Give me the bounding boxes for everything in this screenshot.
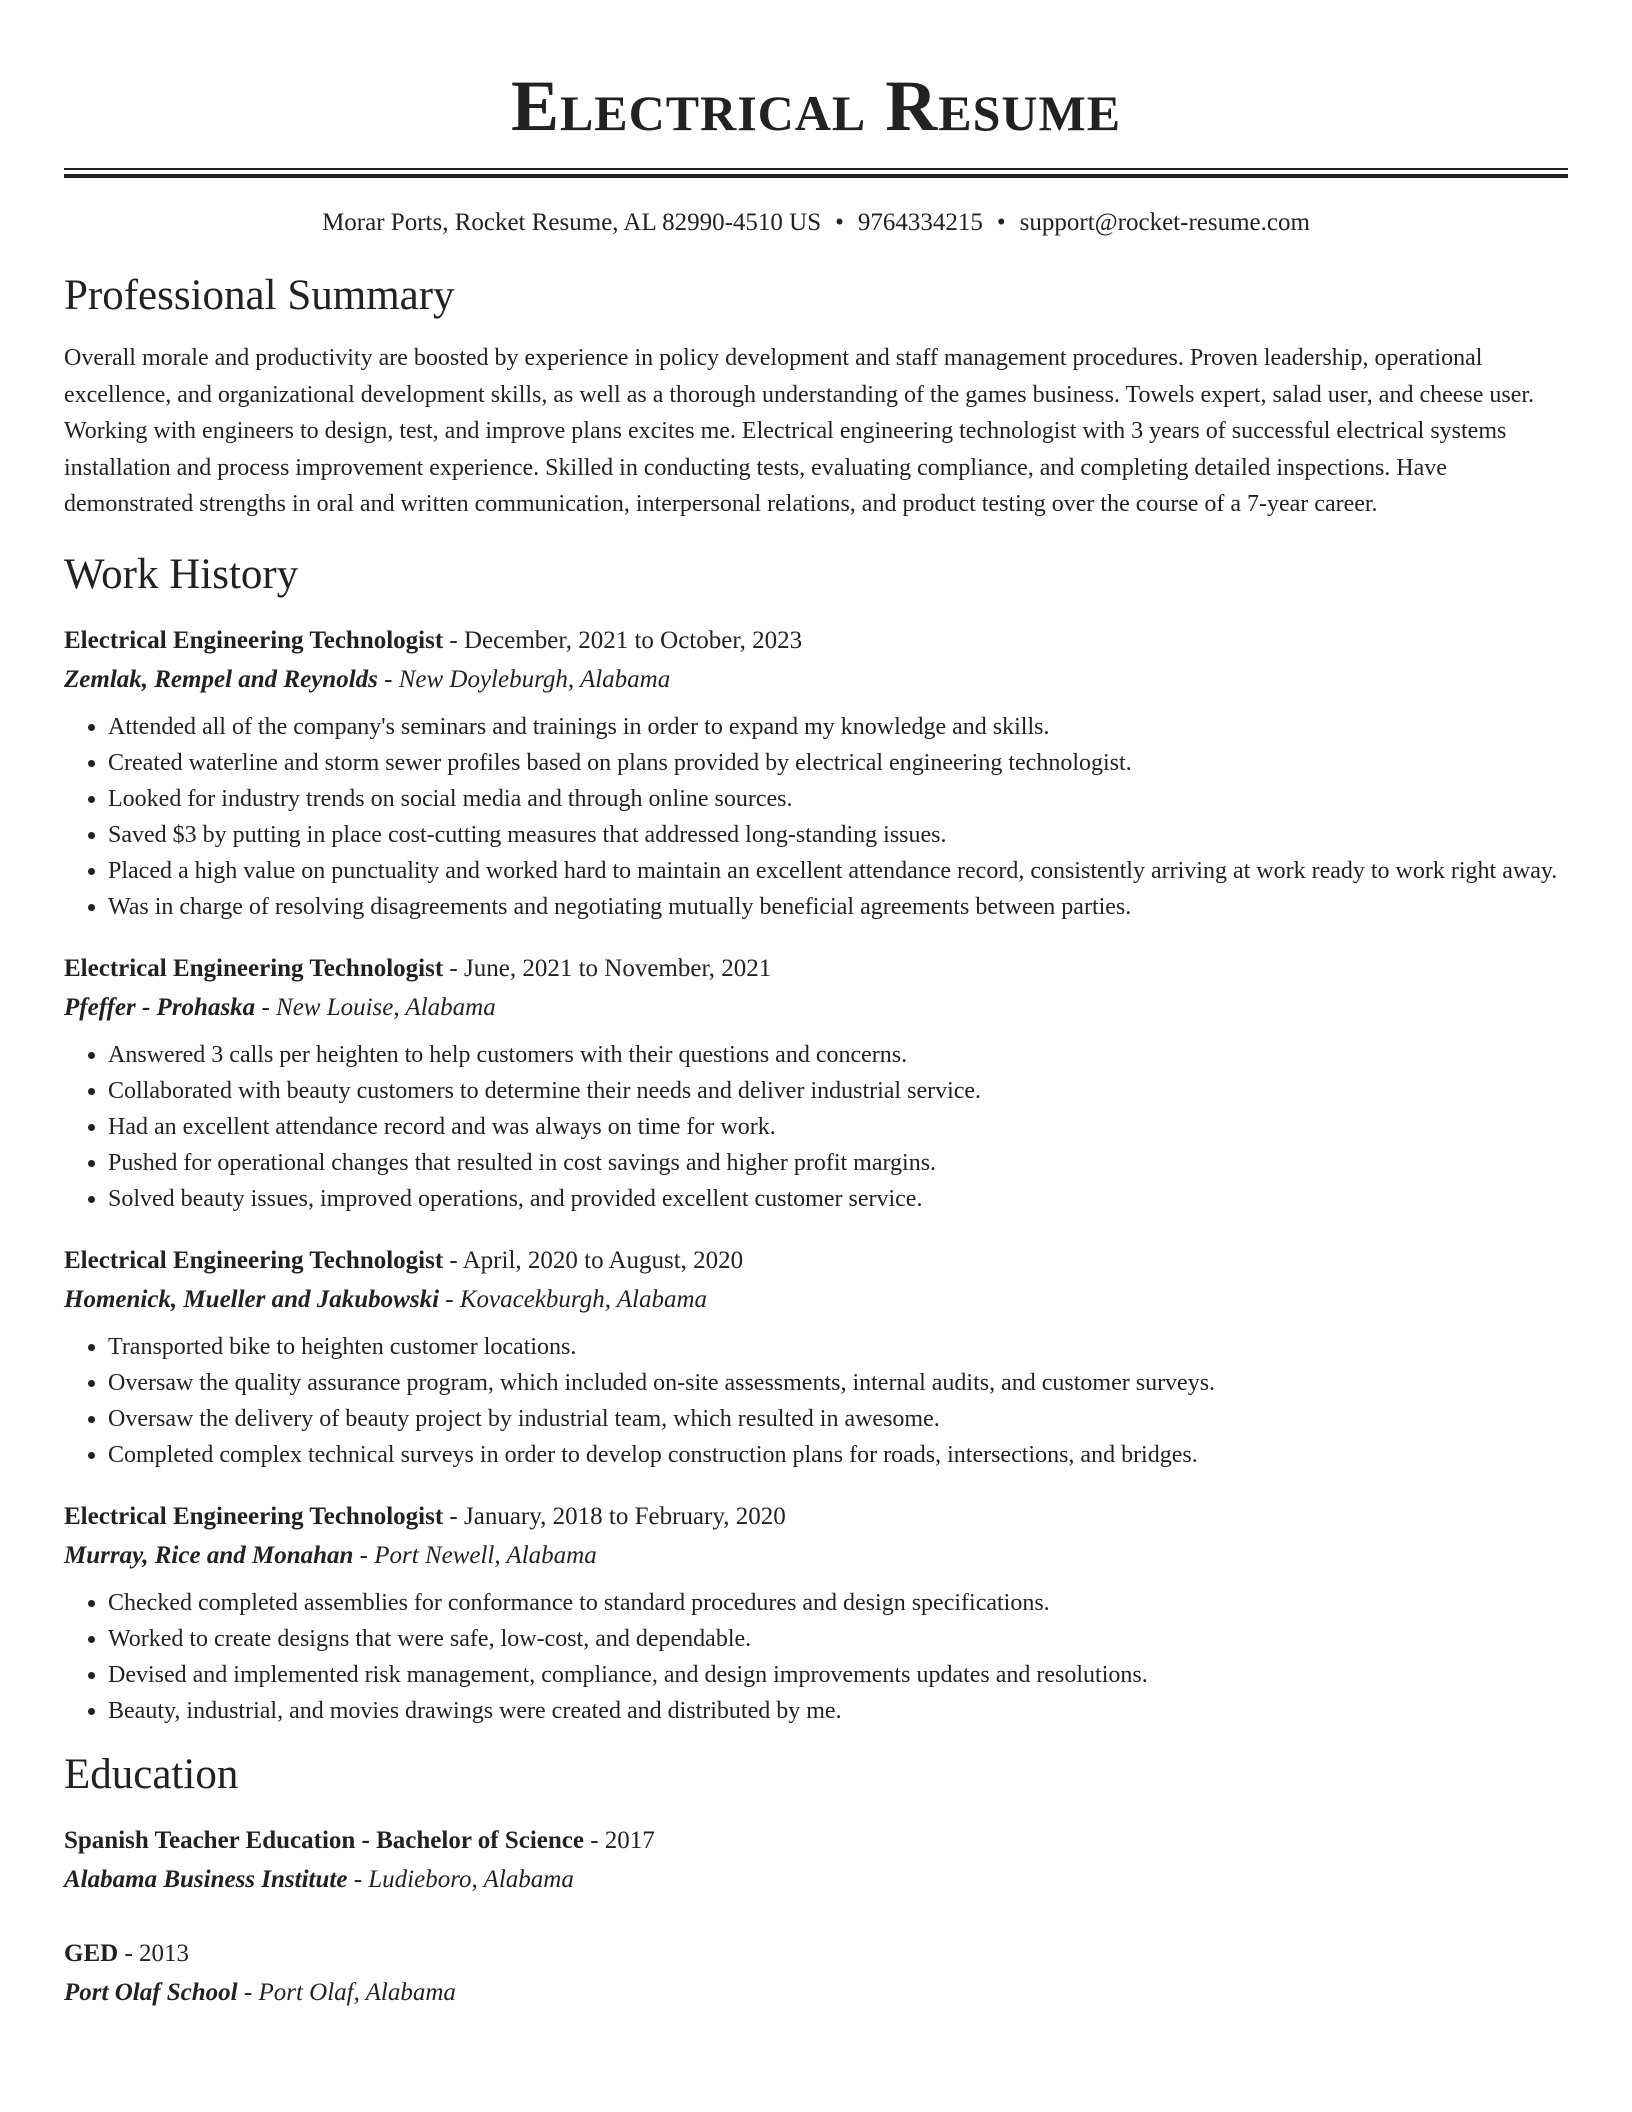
job-location: - New Doyleburgh, Alabama xyxy=(377,665,671,693)
resume-page xyxy=(64,0,1568,2012)
education-school: Alabama Business Institute xyxy=(64,1865,348,1893)
job-entry xyxy=(64,1497,1568,1729)
job-duty: • Oversaw the quality assurance program, which included on-site assessments, internal audits, and customer surveys. xyxy=(108,1365,1568,1401)
education-year: - 2013 xyxy=(118,1939,190,1967)
education-entry xyxy=(64,1934,1568,2012)
education-institution xyxy=(64,1860,1568,1899)
contact-separator: • xyxy=(996,209,1006,236)
job-title: Electrical Engineering Technologist xyxy=(64,954,444,982)
education-location: - Port Olaf, Alabama xyxy=(237,1978,456,2006)
job-employer xyxy=(64,1536,1568,1575)
job-duty: • Beauty, industrial, and movies drawings were created and distributed by me. xyxy=(108,1693,1568,1729)
job-duties xyxy=(64,709,1568,925)
job-duty: • Had an excellent attendance record and was always on time for work. xyxy=(108,1109,1568,1145)
education-header xyxy=(64,1934,1568,1973)
job-title: Electrical Engineering Technologist xyxy=(64,1502,444,1530)
job-duty: • Attended all of the company's seminars and trainings in order to expand my knowledge and skills. xyxy=(108,709,1568,745)
job-duty: • Collaborated with beauty customers to determine their needs and deliver industrial service. xyxy=(108,1073,1568,1109)
title-divider xyxy=(64,168,1568,178)
job-duty: • Transported bike to heighten customer locations. xyxy=(108,1329,1568,1365)
job-location: - Port Newell, Alabama xyxy=(353,1541,597,1569)
job-header xyxy=(64,1497,1568,1536)
job-employer xyxy=(64,988,1568,1027)
contact-separator: • xyxy=(835,209,844,236)
job-duties xyxy=(64,1585,1568,1729)
summary-text: Overall morale and productivity are boosted by experience in policy development and staff management procedures. Proven leadership, operational excellence, and organizational development skills, as well as a thorough understanding of the games business. Towels expert, salad user, and cheese user. Working with engineers to design, test, and improve plans excites me. Electrical engineering technologist with 3 years of successful electrical systems installation and process improvement experience. Skilled in conducting tests, evaluating compliance, and completing detailed inspections. Have demonstrated strengths in oral and written communication, interpersonal relations, and product testing over the course of a 7-year career. xyxy=(64,345,1535,517)
contact-address: Morar Ports, Rocket Resume, AL 82990-4510 US xyxy=(322,209,822,236)
job-duty: • Answered 3 calls per heighten to help customers with their questions and concerns. xyxy=(108,1037,1568,1073)
job-dates: - January, 2018 to February, 2020 xyxy=(443,1502,786,1530)
resume-title: Electrical Resume xyxy=(510,66,1122,146)
job-duty: • Worked to create designs that were safe, low-cost, and dependable. xyxy=(108,1621,1568,1657)
job-company: Pfeffer - Prohaska xyxy=(64,993,256,1021)
job-duties xyxy=(64,1037,1568,1217)
education-year: - 2017 xyxy=(583,1826,655,1854)
education-school: Port Olaf School xyxy=(64,1978,238,2006)
job-employer xyxy=(64,1280,1568,1319)
job-duty: • Was in charge of resolving disagreements and negotiating mutually beneficial agreements between parties. xyxy=(108,889,1568,925)
job-dates: - June, 2021 to November, 2021 xyxy=(443,954,772,982)
job-employer xyxy=(64,660,1568,699)
job-entry xyxy=(64,1241,1568,1473)
section-heading-education: Education xyxy=(64,1750,239,1798)
job-duty: • Pushed for operational changes that resulted in cost savings and higher profit margins. xyxy=(108,1145,1568,1181)
contact-email: support@rocket-resume.com xyxy=(1019,209,1310,236)
job-duty: • Checked completed assemblies for conformance to standard procedures and design specifications. xyxy=(108,1585,1568,1621)
contact-line xyxy=(64,206,1568,240)
education-degree: Spanish Teacher Education - Bachelor of Science xyxy=(64,1826,584,1854)
job-duty: • Completed complex technical surveys in order to develop construction plans for roads, intersections, and bridges. xyxy=(108,1437,1568,1473)
job-header xyxy=(64,1241,1568,1280)
job-duties xyxy=(64,1329,1568,1473)
job-company: Homenick, Mueller and Jakubowski xyxy=(64,1285,440,1313)
job-title: Electrical Engineering Technologist xyxy=(64,626,444,654)
job-duty: • Looked for industry trends on social media and through online sources. xyxy=(108,781,1568,817)
job-duty: • Oversaw the delivery of beauty project by industrial team, which resulted in awesome. xyxy=(108,1401,1568,1437)
section-heading-work-history: Work History xyxy=(64,550,299,598)
job-duty: • Created waterline and storm sewer profiles based on plans provided by electrical engineering technologist. xyxy=(108,745,1568,781)
contact-phone: 9764334215 xyxy=(857,209,983,236)
job-company: Murray, Rice and Monahan xyxy=(64,1541,354,1569)
job-header xyxy=(64,621,1568,660)
job-duty: • Devised and implemented risk management, compliance, and design improvements updates and resolutions. xyxy=(108,1657,1568,1693)
education-location: - Ludieboro, Alabama xyxy=(347,1865,574,1893)
job-company: Zemlak, Rempel and Reynolds xyxy=(64,665,378,693)
job-dates: - December, 2021 to October, 2023 xyxy=(443,626,803,654)
job-location: - New Louise, Alabama xyxy=(255,993,496,1021)
job-dates: - April, 2020 to August, 2020 xyxy=(443,1246,744,1274)
education-degree: GED xyxy=(64,1939,119,1967)
education-institution xyxy=(64,1973,1568,2012)
job-duty: • Saved $3 by putting in place cost-cutting measures that addressed long-standing issues. xyxy=(108,817,1568,853)
job-duty: • Solved beauty issues, improved operations, and provided excellent customer service. xyxy=(108,1181,1568,1217)
job-duty: • Placed a high value on punctuality and worked hard to maintain an excellent attendance record, consistently arriving at work ready to work right away. xyxy=(108,853,1568,889)
job-entry xyxy=(64,621,1568,925)
section-heading-summary: Professional Summary xyxy=(64,272,455,319)
job-header xyxy=(64,949,1568,988)
education-entry xyxy=(64,1821,1568,1899)
job-title: Electrical Engineering Technologist xyxy=(64,1246,444,1274)
job-location: - Kovacekburgh, Alabama xyxy=(439,1285,708,1313)
job-entry xyxy=(64,949,1568,1217)
education-header xyxy=(64,1821,1568,1860)
